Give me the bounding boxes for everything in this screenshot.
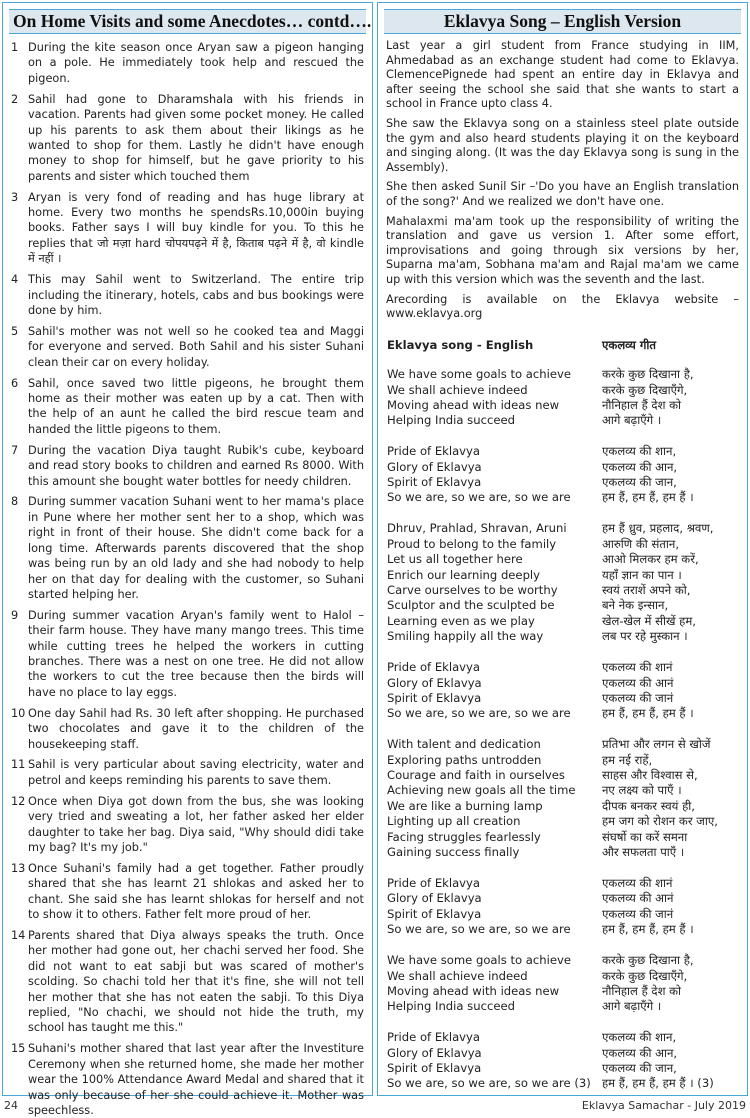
lyric-hindi: लब पर रहे मुस्कान । (602, 629, 688, 644)
lyric-hindi: और सफलता पाएँ । (602, 845, 685, 860)
lyric-hindi: हम हैं, हम हैं, हम हैं । (3) (602, 1076, 714, 1091)
lyric-hindi: नौनिहाल हैं देश को (602, 397, 682, 412)
lyric-english: Glory of Eklavya (387, 891, 482, 906)
item-text: Once when Diya got down from the bus, she was looking very tried and sweating a lot, her father asked her elder daughter to take her bag. Diya said, "Why should didi take my bag? It's my job." (28, 794, 364, 854)
stanza (387, 521, 738, 644)
intro-paragraph: She then asked Sunil Sir –'Do you have an English translation of the song?' And we realized we don't have one. (386, 180, 739, 208)
lyric-english: Pride of Eklavya (387, 444, 481, 459)
lyric-line (387, 876, 738, 891)
lyric-english: Helping India succeed (387, 413, 515, 428)
item-number: 12 (11, 794, 26, 808)
lyric-hindi: हम हैं ध्रुव, प्रहलाद, श्रवण, (602, 521, 714, 536)
item-text: One day Sahil had Rs. 30 left after shopping. He purchased two chocolates and gave it to the children of the housekeeping staff. (28, 706, 364, 751)
lyric-english: Carve ourselves to be worthy (387, 582, 558, 597)
lyric-english: Moving ahead with ideas new (387, 983, 560, 998)
lyric-english: Courage and faith in ourselves (387, 768, 565, 783)
lyric-english: So we are, so we are, so we are (3) (387, 1076, 591, 1091)
lyric-english: With talent and dedication (387, 737, 541, 752)
lyric-hindi: एकलव्य की आनं (602, 675, 674, 690)
page-number: 24 (4, 1099, 18, 1112)
lyric-line (387, 953, 738, 968)
lyric-hindi: हम हैं, हम हैं, हम हैं । (602, 922, 694, 937)
lyric-line (387, 1061, 738, 1076)
lyric-line (387, 583, 738, 598)
item-text: Suhani's mother shared that last year after the Investiture Ceremony when she returned home, she made her mother wear the 100% Attendance Award Medal and shared that it was only because of her she could achieve it. Mother was speechless. (28, 1042, 364, 1117)
song-title-hindi: एकलव्य गीत (602, 337, 657, 352)
lyric-line (387, 568, 738, 583)
anecdote-item (11, 190, 364, 267)
lyric-hindi: एकलव्य की शान, (602, 444, 677, 459)
item-number: 4 (11, 273, 19, 287)
lyric-english: Pride of Eklavya (387, 1030, 481, 1045)
stanza (387, 444, 738, 506)
lyric-hindi: एकलव्य की जान, (602, 1061, 677, 1076)
lyric-line (387, 922, 738, 937)
anecdotes-title: On Home Visits and some Anecdotes… contd…. (9, 9, 366, 34)
lyric-hindi: एकलव्य की शानं (602, 875, 673, 890)
lyric-line (387, 383, 738, 398)
song-section-title: Eklavya Song – English Version (384, 9, 741, 34)
lyric-english: Spirit of Eklavya (387, 1061, 482, 1076)
item-text: Sahil is very particular about saving electricity, water and petrol and keeps reminding his parents to save them. (28, 758, 364, 787)
item-number: 9 (11, 608, 19, 622)
lyric-line (387, 521, 738, 536)
stanza (387, 1030, 738, 1092)
lyric-hindi: एकलव्य की शान, (602, 1030, 677, 1045)
anecdote-item (11, 861, 364, 923)
intro-paragraph: Arecording is available on the Eklavya website – www.eklavya.org (386, 292, 739, 321)
lyric-line (387, 907, 738, 922)
item-number: 10 (11, 706, 26, 720)
lyric-hindi: हम हैं, हम हैं, हम हैं । (602, 490, 694, 505)
song-column (377, 2, 748, 1096)
stanza (387, 953, 738, 1015)
lyric-hindi: करके कुछ दिखाना है, (602, 367, 694, 382)
item-text: Sahil had gone to Dharamshala with his friends in vacation. Parents had given some pocket money. He called up his parents to ask them about their likings as he wanted to shop for them. Lastly he didn't have enough money to shop for himself, but he gave priority to his parents and sister which touched them (28, 92, 364, 183)
lyric-line (387, 783, 738, 798)
anecdote-item (11, 40, 364, 86)
anecdote-item (11, 272, 364, 318)
lyric-english: Moving ahead with ideas new (387, 397, 560, 412)
lyric-english: Lighting up all creation (387, 814, 521, 829)
lyric-english: Exploring paths untrodden (387, 752, 542, 767)
lyric-line (387, 413, 738, 428)
lyric-hindi: आरुणि की संतान, (602, 536, 680, 551)
lyric-english: We have some goals to achieve (387, 953, 571, 968)
item-text: During summer vacation Aryan's family went to Halol – their farm house. They have many mango trees. This time while cutting trees he helped the workers in cutting branches. There was a nest on one tree. He did not allow the workers to cut the tree because then the birds will have no place to lay eggs. (28, 608, 364, 699)
anecdote-item (11, 92, 364, 184)
anecdote-item (11, 376, 364, 438)
lyric-english: We are like a burning lamp (387, 798, 543, 813)
lyric-english: Spirit of Eklavya (387, 475, 482, 490)
lyric-hindi: दीपक बनकर स्वयं ही, (602, 798, 695, 813)
anecdote-item (11, 443, 364, 489)
lyric-hindi: प्रतिभा और लगन से खोजें (602, 737, 711, 752)
lyric-line (387, 444, 738, 459)
lyric-hindi: एकलव्य की जानं (602, 906, 674, 921)
anecdote-item (11, 794, 364, 856)
lyric-hindi: एकलव्य की आन, (602, 1045, 678, 1060)
anecdote-item (11, 1041, 364, 1118)
item-text: During the kite season once Aryan saw a pigeon hanging on a pole. He immediately took help and rescued the pigeon. (28, 41, 364, 85)
item-text: Sahil, once saved two little pigeons, he brought them home as their mother was eaten up by a cat. Then with the help of an aunt he called the bird rescue team and handed the little pigeons to them. (28, 376, 364, 436)
lyric-line (387, 768, 738, 783)
item-text: During the vacation Diya taught Rubik's cube, keyboard and read story books to children and earned Rs 8000. With this amount she bought water bottles for needy children. (28, 443, 364, 488)
lyric-line (387, 814, 738, 829)
anecdote-item (11, 608, 364, 700)
lyric-hindi: करके कुछ दिखाएँगे, (602, 382, 688, 397)
intro-paragraphs (378, 39, 747, 322)
item-number: 2 (11, 92, 19, 106)
item-text: This may Sahil went to Switzerland. The entire trip including the itinerary, hotels, cabs and bus bookings were done by him. (28, 273, 364, 317)
lyric-line (387, 629, 738, 644)
lyric-line (387, 1046, 738, 1061)
song-lyrics (378, 338, 747, 1092)
anecdote-item (11, 494, 364, 602)
lyric-line (387, 460, 738, 475)
lyric-english: We shall achieve indeed (387, 382, 528, 397)
lyric-english: So we are, so we are, so we are (387, 922, 571, 937)
anecdote-item (11, 928, 364, 1036)
item-number: 6 (11, 376, 19, 390)
lyric-english: Glory of Eklavya (387, 675, 482, 690)
lyric-line (387, 660, 738, 675)
lyric-english: Sculptor and the sculpted be (387, 598, 555, 613)
lyric-english: Pride of Eklavya (387, 660, 481, 675)
lyric-line (387, 891, 738, 906)
lyric-english: Spirit of Eklavya (387, 690, 482, 705)
intro-paragraph: Last year a girl student from France studying in IIM, Ahmedabad as an exchange student had come to Eklavya. ClemencePignede had spent an entire day in Eklavya and after seeing the school she said that she wants to start a school in France upto class 4. (386, 39, 739, 111)
lyric-english: Glory of Eklavya (387, 1045, 482, 1060)
song-heading (387, 338, 738, 353)
lyric-line (387, 845, 738, 860)
lyric-hindi: करके कुछ दिखाना है, (602, 953, 694, 968)
lyric-english: Dhruv, Prahlad, Shravan, Aruni (387, 521, 567, 536)
lyric-line (387, 614, 738, 629)
lyric-english: Learning even as we play (387, 613, 535, 628)
lyric-hindi: एकलव्य की आनं (602, 891, 674, 906)
anecdote-item (11, 706, 364, 752)
lyric-english: Enrich our learning deeply (387, 567, 541, 582)
item-text: During summer vacation Suhani went to her mama's place in Pune where her mother sent her to a shop, which was right in front of their house. She didn't come back for a long time. Afterwards parents discovered that the shop was being run by an old lady and she had nobody to help her on that day for dealing with the customer, so Suhani started helping her. (28, 495, 364, 601)
lyric-line (387, 706, 738, 721)
lyric-line (387, 753, 738, 768)
lyric-hindi: करके कुछ दिखाएँगे, (602, 968, 688, 983)
lyric-english: Gaining success finally (387, 845, 520, 860)
lyric-hindi: हम जग को रोशन कर जाए, (602, 814, 718, 829)
lyric-line (387, 475, 738, 490)
song-title-english: Eklavya song - English (387, 337, 534, 352)
lyric-line (387, 830, 738, 845)
stanza (387, 660, 738, 722)
anecdotes-list (3, 34, 372, 1118)
lyric-line (387, 490, 738, 505)
lyric-english: Facing struggles fearlessly (387, 829, 541, 844)
stanza (387, 876, 738, 938)
lyric-line (387, 552, 738, 567)
intro-paragraph: She saw the Eklavya song on a stainless steel plate outside the gym and also heard students playing it on the keyboard and singing along. (It was the day Eklavya song is sung in the Assembly). (386, 116, 739, 174)
item-number: 15 (11, 1042, 26, 1056)
lyric-hindi: नए लक्ष्य को पाएँ । (602, 783, 682, 798)
stanza (387, 737, 738, 860)
lyric-english: Spirit of Eklavya (387, 906, 482, 921)
lyric-line (387, 398, 738, 413)
lyric-english: Let us all together here (387, 552, 523, 567)
lyric-line (387, 1030, 738, 1045)
intro-paragraph: Mahalaxmi ma'am took up the responsibility of writing the translation and gave us version 1. After some effort, improvisations and going through six versions by her, Suparna ma'am, Sobhana ma'am and Rajal ma'am we came up with this version which was the seventh and the last. (386, 214, 739, 286)
lyric-english: Smiling happily all the way (387, 629, 544, 644)
item-number: 5 (11, 324, 19, 338)
lyric-line (387, 537, 738, 552)
lyric-line (387, 367, 738, 382)
item-number: 14 (11, 929, 26, 943)
lyric-hindi: आगे बढ़ाएँगे । (602, 413, 662, 428)
item-text: Aryan is very fond of reading and has huge library at home. Every two months he spendsRs.10,000in buying books. Father says I will buy kindle for you. To this he replies that जो मज़ा hard चोपयपढ़ने में है, किताब पढ़ने में है, वो kindle में नहीं । (28, 190, 364, 266)
item-text: Once Suhani's family had a get together. Father proudly shared that she has learnt 21 shlokas and asked her to chant. She said she has learnt shlokas for herself and not to show it to others. Father felt more proud of her. (28, 861, 364, 922)
lyric-hindi: आओ मिलकर हम करें, (602, 552, 699, 567)
lyric-english: So we are, so we are, so we are (387, 706, 571, 721)
lyric-line (387, 799, 738, 814)
lyric-hindi: एकलव्य की जानं (602, 690, 674, 705)
lyric-english: Pride of Eklavya (387, 875, 481, 890)
lyric-line (387, 676, 738, 691)
lyric-english: Proud to belong to the family (387, 536, 557, 551)
lyric-hindi: साहस और विश्वास से, (602, 768, 698, 783)
lyric-line (387, 737, 738, 752)
item-text: Parents shared that Diya always speaks the truth. Once her mother had gone out, her chachi served her food. She did not want to eat sabji but was scared of mother's scolding. So chachi told her that it's fine, she will not tell her mother that she has not eaten the sabji. To this Diya replied, "No chachi, we should not hide the truth, my school has taught me this." (28, 929, 364, 1035)
lyric-line (387, 969, 738, 984)
lyric-line (387, 1076, 738, 1091)
lyric-hindi: खेल-खेल में सीखें हम, (602, 613, 696, 628)
lyric-english: Achieving new goals all the time (387, 783, 576, 798)
lyric-line (387, 598, 738, 613)
item-number: 3 (11, 190, 19, 204)
lyric-hindi: नौनिहाल हैं देश को (602, 983, 682, 998)
item-number: 1 (11, 41, 19, 54)
lyric-english: We have some goals to achieve (387, 367, 571, 382)
lyric-english: Helping India succeed (387, 999, 515, 1014)
item-text: Sahil's mother was not well so he cooked tea and Maggi for everyone and served. Both Sahil and his sister Suhani clean their car on every holiday. (28, 324, 364, 369)
lyric-hindi: एकलव्य की जान, (602, 475, 677, 490)
lyric-line (387, 691, 738, 706)
lyric-hindi: बने नेक इन्सान, (602, 598, 669, 613)
lyric-english: We shall achieve indeed (387, 968, 528, 983)
lyric-hindi: एकलव्य की शानं (602, 660, 673, 675)
lyric-hindi: एकलव्य की आन, (602, 459, 678, 474)
item-number: 13 (11, 861, 26, 875)
lyric-hindi: संघर्षो का करें समना (602, 829, 688, 844)
lyric-hindi: हम नई राहें, (602, 752, 653, 767)
lyric-hindi: हम हैं, हम हैं, हम हैं । (602, 706, 694, 721)
anecdote-item (11, 324, 364, 370)
lyric-line (387, 999, 738, 1014)
lyric-hindi: आगे बढ़ाएँगे । (602, 999, 662, 1014)
lyric-hindi: स्वयं तराशें अपने को, (602, 582, 691, 597)
lyric-hindi: यहाँ ज्ञान का पान । (602, 567, 682, 582)
item-number: 7 (11, 443, 19, 457)
item-number: 8 (11, 495, 19, 509)
anecdote-item (11, 757, 364, 788)
item-number: 11 (11, 758, 26, 772)
lyric-english: So we are, so we are, so we are (387, 490, 571, 505)
stanza (387, 367, 738, 429)
publication-footer: Eklavya Samachar - July 2019 (581, 1099, 746, 1112)
lyric-english: Glory of Eklavya (387, 459, 482, 474)
lyric-line (387, 984, 738, 999)
